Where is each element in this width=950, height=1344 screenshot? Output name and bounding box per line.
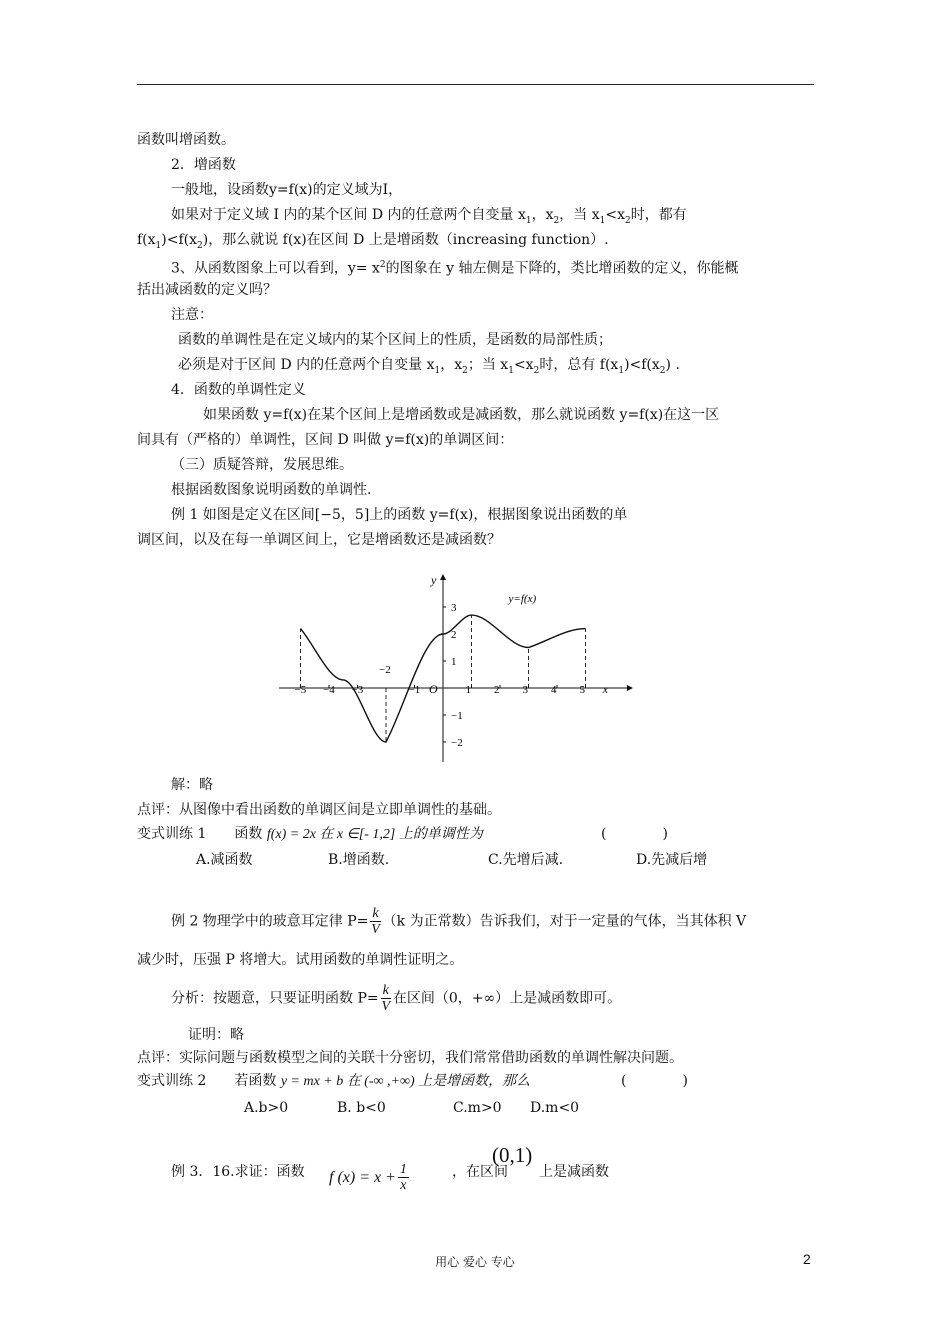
- y-tick-label: 2: [451, 629, 457, 641]
- fraction-1-over-x: $\frac{1}{x}$: [399, 1162, 407, 1193]
- exercise-2: 变式训练 2 若函数 y = mx + b 在 (-∞ ,+∞) 上是增函数，那么: [137, 1073, 531, 1089]
- x-tick-label: −3: [351, 684, 364, 696]
- section-heading: （三）质疑答辩，发展思维。: [171, 457, 353, 473]
- footer: 用心 爱心 专心: [435, 1255, 515, 1269]
- x-tick-label: 5: [579, 684, 585, 696]
- x-tick-label: −4: [323, 684, 335, 696]
- heading-increasing-function: 2．增函数: [171, 157, 236, 173]
- analysis: 分析：按题意，只要证明函数 P= $\frac{k}{V}$ 在区间（0，+∞）上是减函数即可。: [171, 983, 622, 1014]
- x-axis-arrow: [627, 685, 633, 691]
- option-c: C.m>0: [453, 1100, 502, 1116]
- origin-label: O: [429, 682, 438, 696]
- function-graph: [275, 570, 635, 770]
- text-line: 减少时，压强 P 将增大。试用函数的单调性证明之。: [137, 952, 464, 968]
- y-tick-label: 1: [451, 656, 457, 668]
- text-line: 如果对于定义域 I 内的某个区间 D 内的任意两个自变量 $x_1$，$x_2$，当 $x_1<x_2$时，都有: [171, 207, 687, 226]
- note-label: 注意：: [171, 307, 213, 323]
- example-3: 例 3．16.求证：函数: [171, 1164, 305, 1180]
- answer-blank: ( ): [621, 1073, 688, 1089]
- x-tick-label: −2: [379, 664, 391, 676]
- x-axis-label: x: [602, 682, 608, 696]
- x-tick-label: 3: [522, 684, 528, 696]
- text-line: 3、从函数图象上可以看到，$y= x^2$的图象在 y 轴左侧是下降的，类比增函数的定义，你能概: [171, 260, 739, 277]
- x-tick-label: 1: [465, 684, 471, 696]
- option-c: C.先增后减.: [488, 852, 564, 868]
- text-line: 函数的单调性是在定义域内的某个区间上的性质，是函数的局部性质；: [178, 332, 612, 348]
- text-line: 如果函数 y=f(x)在某个区间上是增函数或是减函数，那么就说函数 y=f(x)在这一区: [203, 407, 720, 423]
- option-d: D.m<0: [530, 1100, 580, 1116]
- text-line: $f(x_1)<f(x_2)$，那么就说 f(x)在区间 D 上是增函数（increasing function）.: [137, 232, 609, 251]
- function-expression: f (x) = x + $\frac{1}{x}$: [329, 1162, 407, 1193]
- option-b: B.增函数.: [328, 852, 390, 868]
- y-tick-label: −1: [451, 710, 463, 722]
- y-tick-label: 3: [451, 602, 457, 614]
- x-tick-label: −5: [294, 684, 307, 696]
- example-1: 例 1 如图是定义在区间[−5，5]上的函数 y=f(x)，根据图象说出函数的单: [171, 507, 628, 523]
- comment: 点评：从图像中看出函数的单调区间是立即单调性的基础。: [137, 802, 501, 818]
- option-b: B. b<0: [337, 1100, 386, 1116]
- interval-0-1: (0,1): [492, 1143, 533, 1167]
- text-line: 上是减函数: [539, 1164, 609, 1180]
- example-2: 例 2 物理学中的玻意耳定律 P= $\frac{k}{V}$ （k 为正常数）告诉我们，对于一定量的气体，当其体积 V: [171, 906, 747, 937]
- solution-label: 解：略: [171, 777, 213, 793]
- text-line: 函数叫增函数。: [137, 132, 235, 148]
- y-tick-label: −2: [451, 737, 463, 749]
- x-tick-label: −1: [408, 684, 421, 696]
- header-rule: [137, 84, 814, 85]
- option-a: A.减函数: [196, 852, 253, 868]
- fraction-k-over-V: $\frac{k}{V}$: [381, 983, 390, 1014]
- text-line: 调区间，以及在每一单调区间上，它是增函数还是减函数？: [137, 532, 501, 548]
- answer-blank: ( ): [601, 826, 668, 842]
- text-line: 间具有（严格的）单调性，区间 D 叫做 y=f(x)的单调区间：: [137, 432, 514, 448]
- text-line: 根据函数图象说明函数的单调性.: [171, 482, 372, 498]
- comment: 点评：实际问题与函数模型之间的关联十分密切，我们常常借助函数的单调性解决问题。: [137, 1050, 683, 1066]
- fraction-k-over-V: $\frac{k}{V}$: [371, 906, 380, 937]
- option-d: D.先减后增: [636, 852, 708, 868]
- page-number: 2: [803, 1251, 811, 1267]
- y-axis-arrow: [440, 574, 446, 580]
- text-line: 一般地，设函数y=f(x)的定义域为I，: [171, 182, 403, 198]
- text-line: 必须是对于区间 D 内的任意两个自变量 $x_1$，$x_2$；当 $x_1<x_2$时，总有 $f(x_1)<f(x_2)$ .: [178, 357, 680, 376]
- y-axis-label: y: [431, 573, 437, 587]
- x-tick-label: 4: [551, 684, 557, 696]
- function-label: y=f(x): [508, 593, 537, 605]
- heading-monotonicity: 4．函数的单调性定义: [171, 382, 306, 398]
- x-tick-label: 2: [494, 684, 500, 696]
- text-line: 括出减函数的定义吗？: [137, 282, 277, 298]
- option-a: A.b>0: [244, 1100, 289, 1116]
- text-line: ，在区间: [452, 1164, 508, 1180]
- exercise-1: 变式训练 1 函数 f(x) = 2x 在 x ∈[- 1,2] 上的单调性为: [137, 826, 483, 842]
- proof-label: 证明：略: [188, 1027, 244, 1043]
